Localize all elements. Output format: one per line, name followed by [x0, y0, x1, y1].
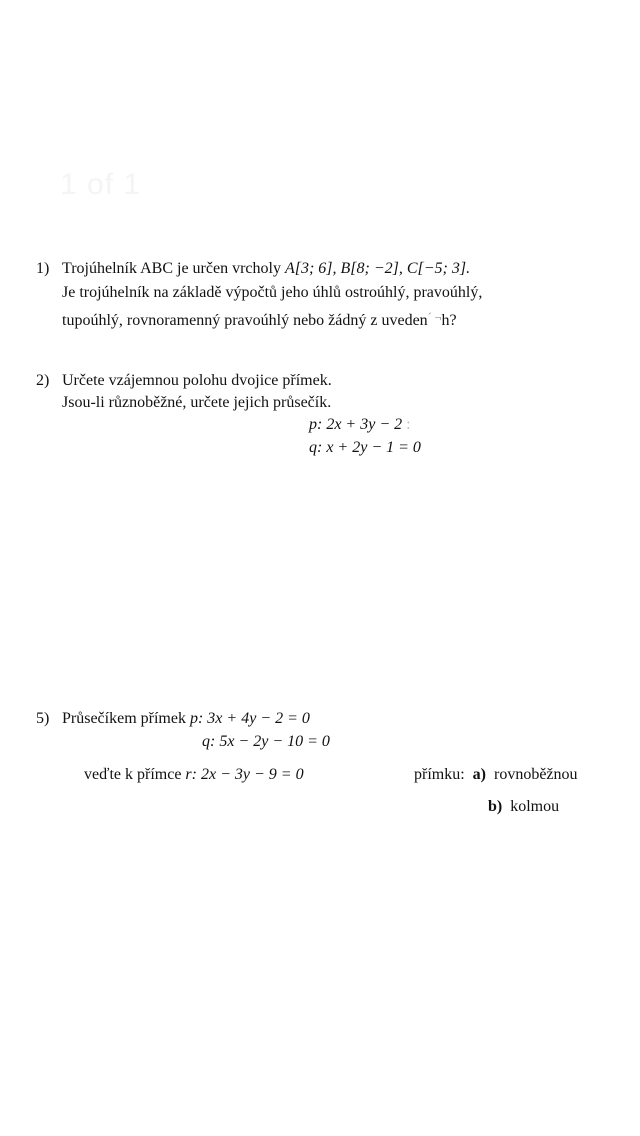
problem-1-vertices: A[3; 6], B[8; −2], C[−5; 3]. — [284, 260, 471, 277]
problem-5-option-b — [488, 796, 559, 818]
problem-1-number: 1) — [36, 260, 50, 277]
problem-1-text: Trojúhelník ABC je určen vrcholy — [62, 260, 285, 277]
problem-5-intro: Průsečíkem přímek — [62, 710, 190, 727]
page-indicator: 1 of 1 — [60, 168, 142, 201]
problem-5-number: 5) — [36, 710, 50, 727]
problem-1-line-3 — [62, 306, 457, 332]
problem-5-equation-r: r: 2x − 3y − 9 = 0 — [185, 766, 304, 783]
problem-1-line-2: Je trojúhelník na základě výpočtů jeho úhlů ostroúhlý, pravoúhlý, — [62, 284, 483, 301]
smudge-mark: ´ ¬ — [427, 310, 442, 324]
problem-1-line-3-end: h? — [441, 312, 457, 329]
problem-5-lead: veďte k přímce — [84, 766, 186, 783]
option-b-label: b) — [488, 798, 503, 815]
primku-label: přímku: — [414, 766, 465, 783]
option-b-text: kolmou — [510, 798, 560, 815]
problem-5-option-a — [414, 764, 578, 786]
option-a-label: a) — [472, 766, 486, 783]
problem-2-equation-q: q: x + 2y − 1 = 0 — [309, 439, 421, 456]
problem-5-line-3 — [84, 764, 304, 786]
problem-2-equation-p — [309, 414, 411, 436]
option-a-text: rovnoběžnou — [494, 766, 578, 783]
problem-2-number: 2) — [36, 372, 50, 389]
problem-1-line-1 — [62, 258, 470, 280]
problem-2-line-2: Jsou-li různoběžné, určete jejich průsečík. — [62, 394, 332, 411]
cut-off-mark: : — [402, 416, 411, 433]
problem-5-equation-p: p: 3x + 4y − 2 = 0 — [189, 710, 310, 727]
problem-5-line-1 — [62, 708, 310, 730]
problem-5-equation-q: q: 5x − 2y − 10 = 0 — [202, 733, 330, 750]
problem-2-line-1: Určete vzájemnou polohu dvojice přímek. — [62, 372, 332, 389]
equation-p-text: p: 2x + 3y − 2 — [309, 416, 403, 433]
problem-1-line-3-text: tupoúhlý, rovnoramenný pravoúhlý nebo žádný z uveden — [62, 312, 428, 329]
